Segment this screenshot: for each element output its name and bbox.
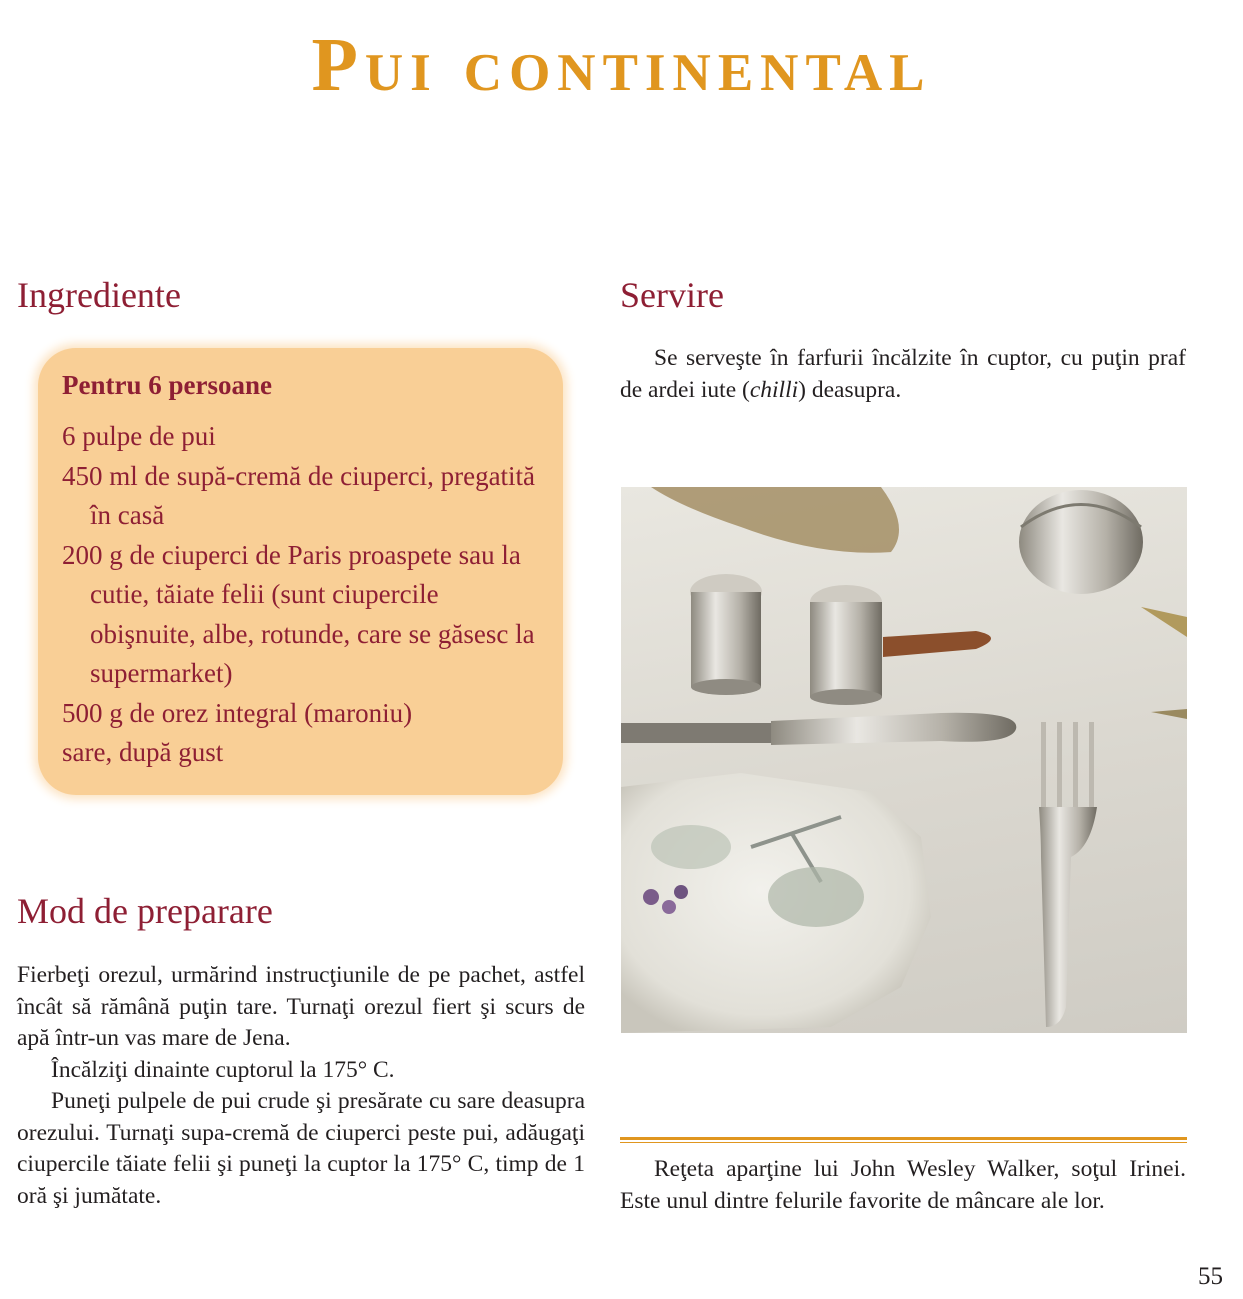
note-paragraph: Reţeta aparţine lui John Wesley Walker, soţul Irinei. Este unul dintre felurile favorite de mâncare ale lor. xyxy=(620,1156,1186,1214)
ingredients-heading: Ingrediente xyxy=(17,275,181,315)
divider-line xyxy=(620,1137,1187,1140)
ingredients-list xyxy=(62,417,539,773)
ingredient-item: sare, după gust xyxy=(62,737,224,767)
preparation-paragraph: Puneţi pulpele de pui crude şi presărate cu sare deasupra orezului. Turnaţi supa-cremă de ciuperci peste pui, adăugaţi ciupercile tăiate felii şi puneţi la cuptor la 175° C, timp de 1 oră şi jumătate. xyxy=(17,1088,585,1209)
table-setting-photo xyxy=(621,487,1187,1033)
ingredient-item: 500 g de orez integral (maroniu) xyxy=(62,697,413,728)
serving-text-italic: chilli xyxy=(749,376,799,403)
ingredients-box xyxy=(38,348,563,795)
page-title: Pui continental xyxy=(311,23,932,107)
servings-label: Pentru 6 persoane xyxy=(62,370,272,400)
page-number: 55 xyxy=(1198,1263,1223,1290)
preparation-paragraph: Fierbeţi orezul, urmărind instrucţiunile de pe pachet, astfel încât să rămână puţin tare. Turnaţi orezul fiert şi scurs de apă într-un vas mare de Jena. xyxy=(17,962,585,1051)
ingredient-item: 6 pulpe de pui xyxy=(62,421,216,451)
recipe-note xyxy=(620,1154,1186,1217)
serving-heading: Servire xyxy=(620,275,724,315)
serving-paragraph xyxy=(620,343,1186,406)
ingredient-item: 450 ml de supă-cremă de ciuperci, pregatită în casă xyxy=(62,460,536,530)
serving-text-part: ) deasupra. xyxy=(798,376,902,403)
preparation-paragraph: Încălziţi dinainte cuptorul la 175° C. xyxy=(51,1056,395,1083)
preparation-text xyxy=(17,960,585,1212)
divider-line xyxy=(620,1142,1187,1143)
preparation-heading: Mod de preparare xyxy=(17,891,273,931)
serving-text-part: Se serveşte în farfurii încălzite în cuptor, cu puţin praf de ardei iute ( xyxy=(620,345,1186,403)
serving-text xyxy=(620,343,1186,406)
ingredient-item: 200 g de ciuperci de Paris proaspete sau la cutie, tăiate felii (sunt ciupercile obişnuite, albe, rotunde, care se găsesc la supermarket) xyxy=(62,539,535,688)
